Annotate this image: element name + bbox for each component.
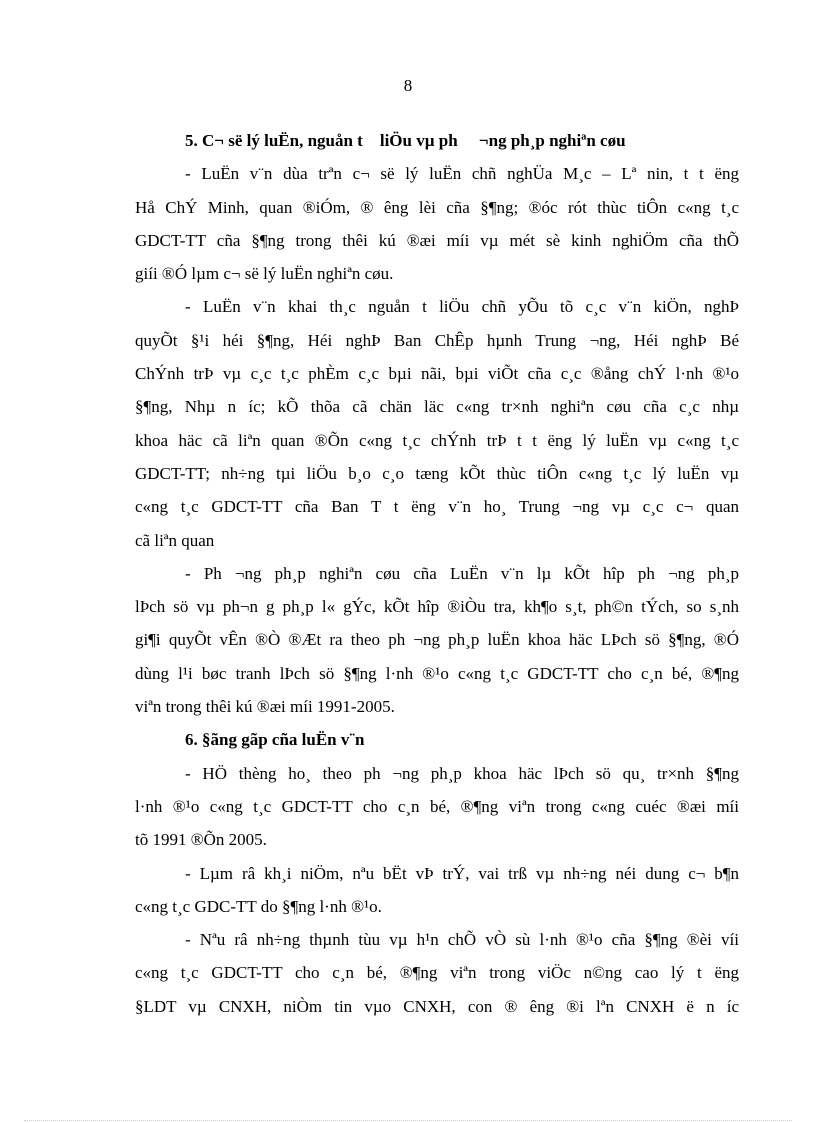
text-line: GDCT-TT cña §¶ng trong thêi kú ®æi míi vµ mét sè kinh nghiÖm cña thÕ — [135, 230, 739, 250]
page-body — [135, 124, 739, 1023]
text-line: - Nªu râ nh÷ng thµnh tùu vµ h¹n chÕ vÒ sù l·nh ®¹o cña §¶ng ®èi víi — [185, 930, 739, 950]
text-line: - HÖ thèng ho¸ theo ph ¬ng ph¸p khoa häc lÞch sö qu¸ tr×nh §¶ng — [185, 763, 739, 783]
text-line: l·nh ®¹o c«ng t¸c GDCT-TT cho c¸n bé, ®¶ng viªn trong c«ng cuéc ®æi míi — [135, 796, 739, 816]
text-line: c«ng t¸c GDCT-TT cña Ban T t ëng v¨n ho¸ Trung ¬ng vµ c¸c c¬ quan — [135, 497, 739, 517]
text-line: GDCT-TT; nh÷ng tµi liÖu b¸o c¸o tæng kÕt thùc tiÔn c«ng t¸c lý luËn vµ — [135, 463, 739, 483]
text-line: Hå ChÝ Minh, quan ®iÓm, ® êng lèi cña §¶ng; ®óc rót thùc tiÔn c«ng t¸c — [135, 197, 739, 217]
text-line: viªn trong thêi kú ®æi míi 1991-2005. — [135, 697, 395, 717]
page-number: 8 — [403, 76, 413, 95]
section-heading: 6. §ãng gãp cña luËn v¨n — [185, 730, 365, 750]
text-line: §LDT vµ CNXH, niÒm tin vµo CNXH, con ® êng ®i lªn CNXH ë n íc — [135, 996, 739, 1016]
text-line: dùng l¹i bøc tranh lÞch sö §¶ng l·nh ®¹o c«ng t¸c GDCT-TT cho c¸n bé, ®¶ng — [135, 663, 739, 683]
page-bottom-divider — [24, 1120, 792, 1121]
text-line: quyÕt §¹i héi §¶ng, Héi nghÞ Ban ChÊp hµnh Trung ¬ng, Héi nghÞ Bé — [135, 330, 739, 350]
text-line: khoa häc cã liªn quan ®Õn c«ng t¸c chÝnh trÞ t t ëng lý luËn vµ c«ng t¸c — [135, 430, 739, 450]
text-line: giíi ®Ó lµm c¬ së lý luËn nghiªn cøu. — [135, 264, 394, 284]
text-line: cã liªn quan — [135, 530, 215, 550]
text-line: ChÝnh trÞ vµ c¸c t¸c phÈm c¸c bµi nãi, bµi viÕt cña c¸c ®ång chÝ l·nh ®¹o — [135, 364, 739, 384]
text-line: §¶ng, Nhµ n íc; kÕ thõa cã chän läc c«ng tr×nh nghiªn cøu cña c¸c nhµ — [135, 397, 739, 417]
text-line: - Ph ¬ng ph¸p nghiªn cøu cña LuËn v¨n lµ kÕt hîp ph ¬ng ph¸p — [185, 563, 739, 583]
section-heading: 5. C¬ së lý luËn, nguån t liÖu vµ ph ¬ng ph¸p nghiªn cøu — [185, 131, 626, 150]
text-line: c«ng t¸c GDC-TT do §¶ng l·nh ®¹o. — [135, 896, 382, 916]
text-line: tõ 1991 ®Õn 2005. — [135, 830, 267, 850]
text-line: - LuËn v¨n dùa trªn c¬ së lý luËn chñ nghÜa M¸c – Lª nin, t t ëng — [185, 164, 739, 184]
text-line: lÞch sö vµ ph¬n g ph¸p l« gÝc, kÕt hîp ®iÒu tra, kh¶o s¸t, ph©n tÝch, so s¸nh — [135, 597, 739, 617]
text-line: - LuËn v¨n khai th¸c nguån t liÖu chñ yÕu tõ c¸c v¨n kiÖn, nghÞ — [185, 297, 739, 317]
text-line: c«ng t¸c GDCT-TT cho c¸n bé, ®¶ng viªn trong viÖc n©ng cao lý t ëng — [135, 963, 739, 983]
text-line: - Lµm râ kh¸i niÖm, nªu bËt vÞ trÝ, vai trß vµ nh÷ng néi dung c¬ b¶n — [185, 863, 739, 883]
text-line: gi¶i quyÕt vÊn ®Ò ®Æt ra theo ph ¬ng ph¸p luËn khoa häc LÞch sö §¶ng, ®Ó — [135, 630, 739, 650]
